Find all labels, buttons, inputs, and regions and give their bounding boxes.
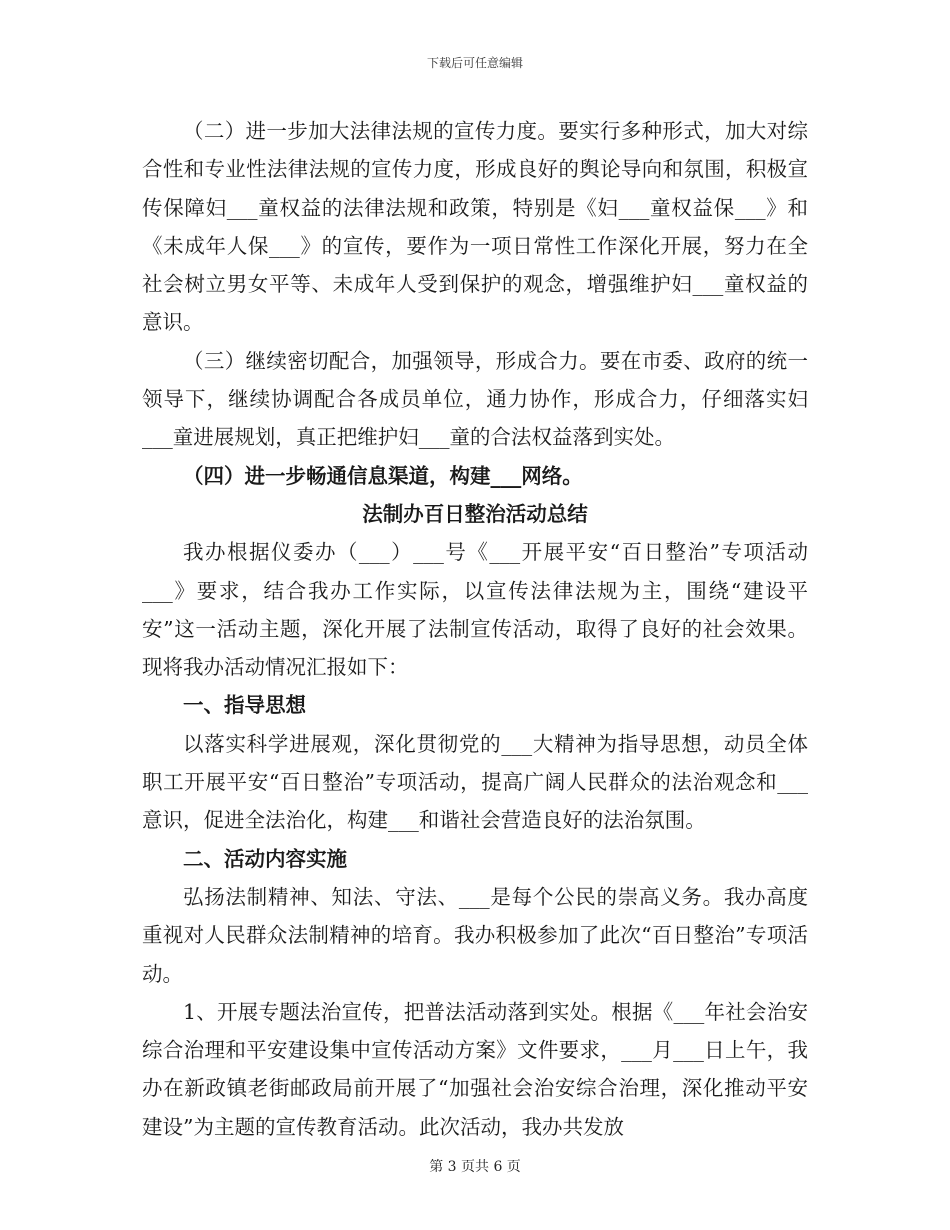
paragraph-activity-content: 弘扬法制精神、知法、守法、___是每个公民的崇高义务。我办高度重视对人民群众法制精神的培育。我办积极参加了此次“百日整治”专项活动。 bbox=[142, 884, 808, 986]
paragraph-guiding-thought: 以落实科学进展观，深化贯彻党的___大精神为指导思想，动员全体职工开展平安“百日整治”专项活动，提高广阔人民群众的法治观念和___意识，促进全法治化，构建___和谐社会营造良好的法治氛围。 bbox=[142, 731, 808, 833]
paragraph-2-publicity: （二）进一步加大法律法规的宣传力度。要实行多种形式，加大对综合性和专业性法律法规的宣传力度，形成良好的舆论导向和氛围，积极宣传保障妇___童权益的法律法规和政策，特别是《妇___童权益保___》和《未成年人保___》的宣传，要作为一项日常性工作深化开展，努力在全社会树立男女平等、未成年人受到保护的观念，增强维护妇___童权益的意识。 bbox=[142, 119, 808, 335]
paragraph-4-info-channel: （四）进一步畅通信息渠道，构建___网络。 bbox=[183, 463, 583, 488]
document-body bbox=[142, 112, 808, 1146]
heading-activity-content: 二、活动内容实施 bbox=[183, 846, 347, 871]
paragraph-intro: 我办根据仪委办（___）___号《___开展平安“百日整治”专项活动___》要求，结合我办工作实际，以宣传法律法规为主，围绕“建设平安”这一活动主题，深化开展了法制宣传活动，取得了良好的社会效果。现将我办活动情况汇报如下： bbox=[142, 540, 808, 680]
page-header: 下载后可任意编辑 bbox=[426, 56, 523, 70]
heading-guiding-thought: 一、指导思想 bbox=[183, 693, 306, 718]
paragraph-3-coordination: （三）继续密切配合，加强领导，形成合力。要在市委、政府的统一领导下，继续协调配合各成员单位，通力协作，形成合力，仔细落实妇___童进展规划，真正把维护妇___童的合法权益落到实处。 bbox=[142, 348, 808, 450]
section-title: 法制办百日整治活动总结 bbox=[362, 501, 588, 526]
paragraph-special-publicity: 1、开展专题法治宣传，把普法活动落到实处。根据《___年社会治安综合治理和平安建设集中宣传活动方案》文件要求，___月___日上午，我办在新政镇老街邮政局前开展了“加强社会治安综合治理，深化推动平安建设”为主题的宣传教育活动。此次活动，我办共发放 bbox=[142, 999, 808, 1139]
page-footer: 第 3 页共 6 页 bbox=[429, 1159, 521, 1175]
